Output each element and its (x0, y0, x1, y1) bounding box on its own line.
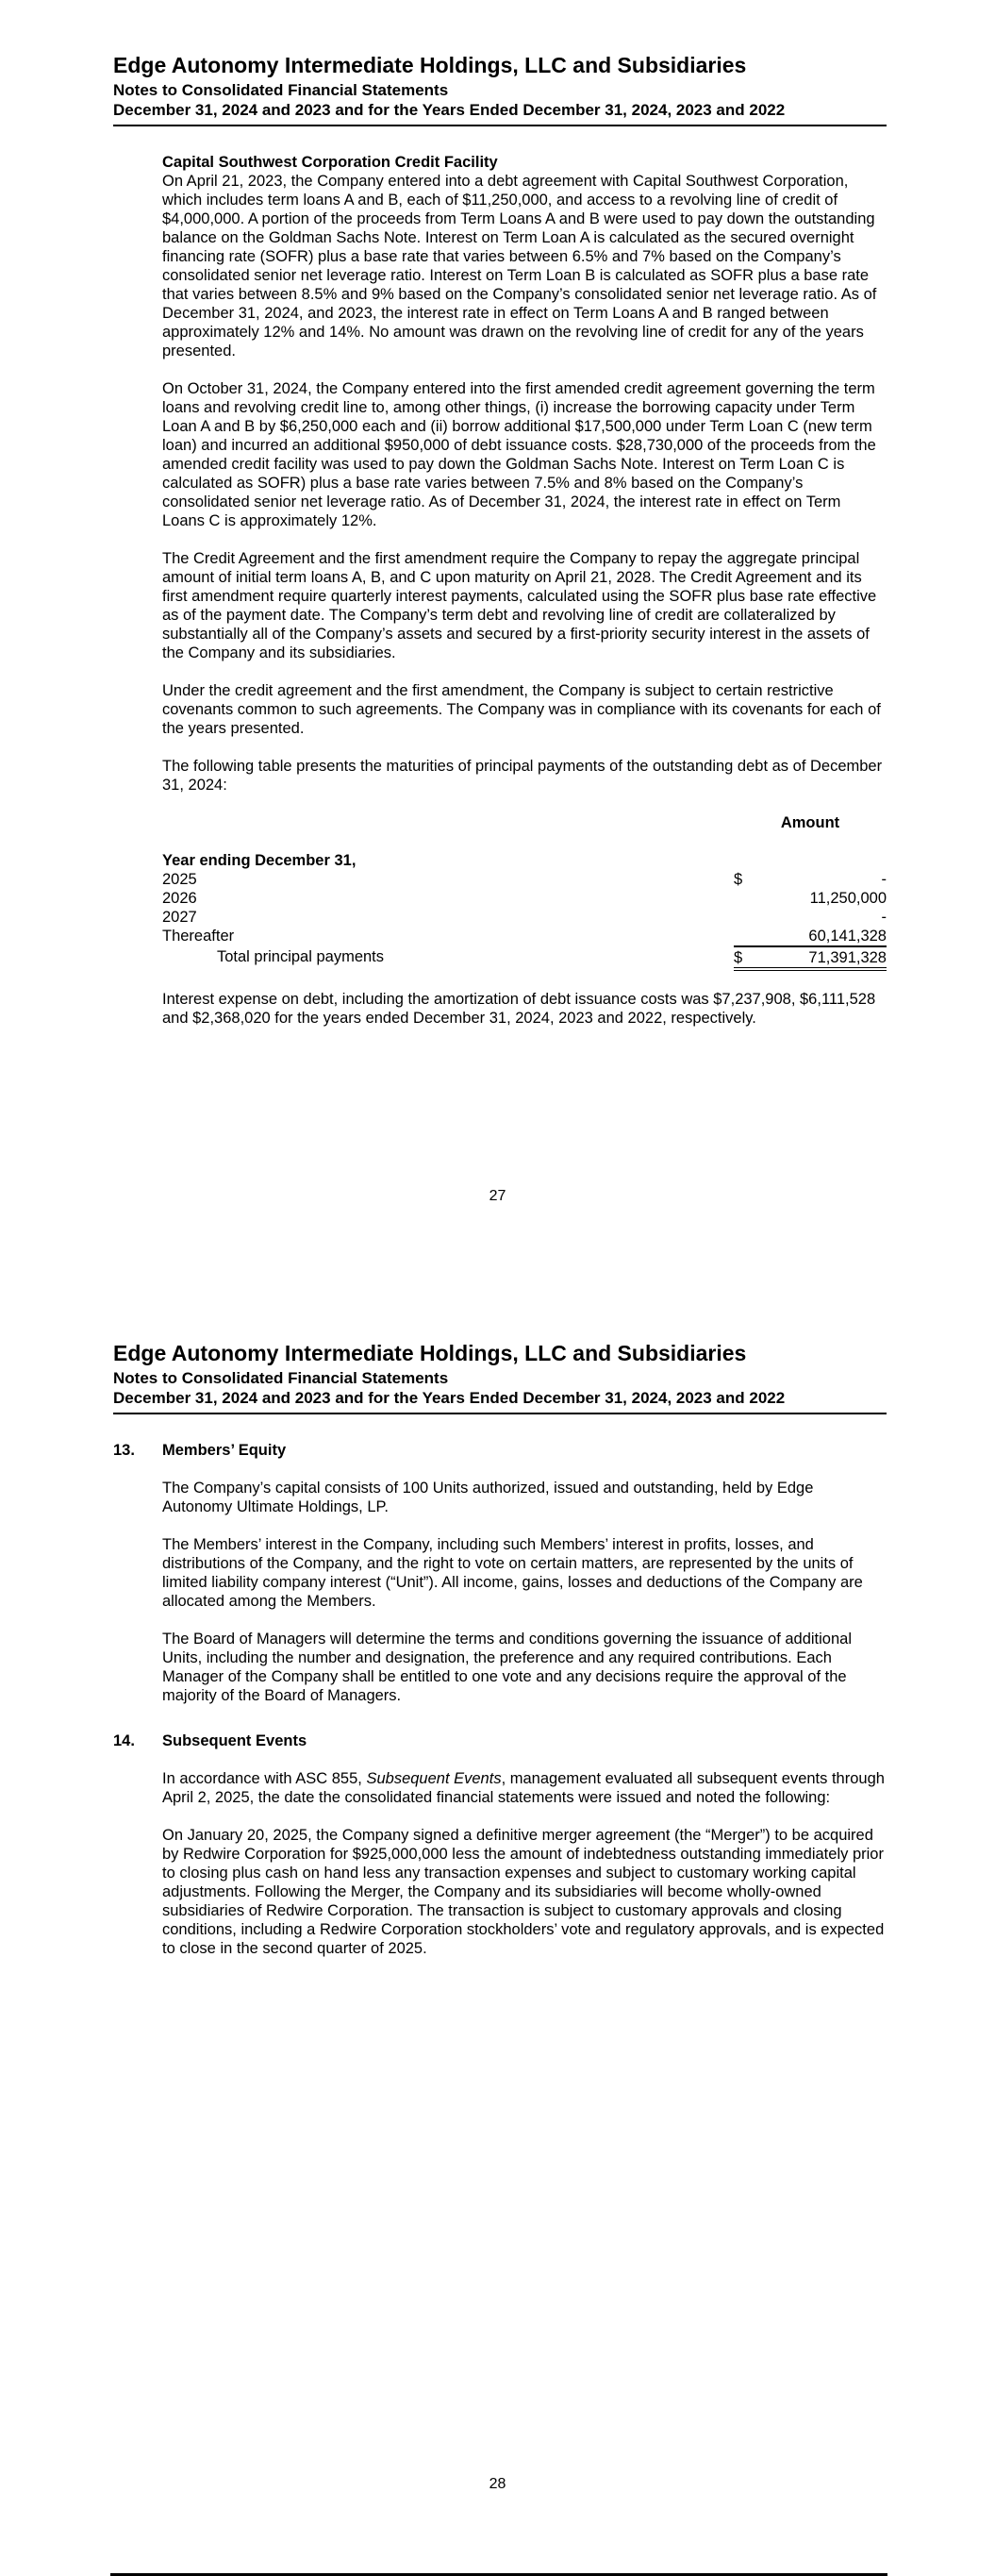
section-heading-credit-facility: Capital Southwest Corporation Credit Facility (162, 154, 498, 171)
italic-term: Subsequent Events (366, 1770, 502, 1787)
currency-cell (734, 889, 766, 908)
currency-cell: $ (734, 871, 743, 888)
row-label: 2026 (162, 890, 197, 907)
maturities-table (162, 813, 887, 971)
table-row (162, 870, 887, 889)
paragraph-text: , management evaluated all subsequent events through April 2, 2025, the date the consolidated financial statements were issued and noted the following: (162, 1770, 885, 1806)
company-title: Edge Autonomy Intermediate Holdings, LLC and Subsidiaries (113, 1341, 747, 1365)
company-title: Edge Autonomy Intermediate Holdings, LLC and Subsidiaries (113, 53, 747, 77)
currency-cell (734, 908, 766, 927)
row-label: 2025 (162, 871, 197, 888)
section-body (162, 1479, 887, 1705)
row-label: Thereafter (162, 928, 235, 945)
table-row (162, 927, 887, 947)
doc-subtitle: Notes to Consolidated Financial Statements (113, 1369, 449, 1387)
header-rule (113, 125, 887, 126)
table-group-row (162, 851, 887, 870)
paragraph: The Members’ interest in the Company, including such Members’ interest in profits, losses, and distributions of the Company, and the right to vote on certain matters, are represented by the units of limited liability company interest (“Unit”). All income, gains, losses and deductions of the Company are allocated among the Members. (162, 1536, 863, 1610)
section-content (162, 1441, 887, 1724)
doc-subtitle: Notes to Consolidated Financial Statements (113, 81, 449, 99)
currency-cell (734, 927, 766, 947)
section-content (162, 1731, 887, 1977)
paragraph: Under the credit agreement and the first amendment, the Company is subject to certain restrictive covenants common to such agreements. The Company was in compliance with its covenants for each of the years presented. (162, 682, 881, 737)
paragraph (162, 1769, 887, 1807)
section-title: Subsequent Events (162, 1732, 307, 1749)
table-row (162, 908, 887, 927)
group-label: Year ending December 31, (162, 852, 357, 869)
page-number: 28 (489, 2476, 506, 2492)
paragraph: The following table presents the maturities of principal payments of the outstanding debt as of December 31, 2024: (162, 758, 883, 794)
page-header (113, 1340, 887, 1414)
table-header-spacer (162, 813, 734, 832)
currency-cell (734, 851, 766, 870)
page-number: 27 (489, 1188, 506, 1204)
paragraph-text: In accordance with ASC 855, (162, 1770, 367, 1787)
page-28 (0, 1288, 995, 2576)
doc-date-line: December 31, 2024 and 2023 and for the Years Ended December 31, 2024, 2023 and 2022 (113, 101, 786, 119)
table-total-row (162, 947, 887, 971)
paragraph: Interest expense on debt, including the amortization of debt issuance costs was $7,237,908, $6,111,528 and $2,368,020 for the years ended December 31, 2024, 2023 and 2022, respectively. (162, 991, 876, 1027)
paragraph: On October 31, 2024, the Company entered into the first amended credit agreement governing the term loans and revolving credit line to, among other things, (i) increase the borrowing capacity under Term Loan A and B by $6,250,000 each and (ii) borrow additional $17,500,000 under Term Loan C (new term loan) and incurred an additional $950,000 of debt issuance costs. $28,730,000 of the proceeds from the amended credit facility was used to pay down the Goldman Sachs Note. Interest on Term Loan C is calculated as SOFR) plus a base rate varies between 7.5% and 8% based on the Company’s consolidated senior net leverage ratio. As of December 31, 2024, the interest rate in effect on Term Loans C is approximately 12%. (162, 380, 876, 529)
paragraph: The Credit Agreement and the first amendment require the Company to repay the aggregate principal amount of initial term loans A, B, and C upon maturity on April 21, 2028. The Credit Agreement and its first amendment require quarterly interest payments, calculated using the SOFR plus base rate effective as of the payment date. The Company’s term debt and revolving line of credit are collateralized by substantially all of the Company’s assets and secured by a first-priority security interest in the assets of the Company and its subsidiaries. (162, 550, 877, 661)
value-cell: - (881, 871, 887, 888)
value-cell: 60,141,328 (766, 927, 887, 947)
value-cell: 11,250,000 (809, 890, 887, 907)
paragraph: On January 20, 2025, the Company signed a definitive merger agreement (the “Merger”) to be acquired by Redwire Corporation for $925,000,000 less the amount of indebtedness outstanding immediately prior to closing plus cash on hand less any transaction expenses and subject to customary working capital adjustments. Following the Merger, the Company and its subsidiaries will become wholly-owned subsidiaries of Redwire Corporation. The transaction is subject to customary approvals and closing conditions, including a Redwire Corporation stockholders’ vote and regulatory approvals, and is expected to close in the second quarter of 2025. (162, 1827, 885, 1957)
page-header (113, 52, 887, 126)
section-title: Members’ Equity (162, 1442, 287, 1459)
table-row (162, 889, 887, 908)
doc-date-line: December 31, 2024 and 2023 and for the Years Ended December 31, 2024, 2023 and 2022 (113, 1389, 786, 1407)
page-header-text (113, 52, 802, 120)
value-cell: - (881, 909, 887, 926)
section-members-equity (113, 1441, 887, 1724)
paragraph: The Company’s capital consists of 100 Units authorized, issued and outstanding, held by Edge Autonomy Ultimate Holdings, LP. (162, 1480, 814, 1515)
currency-cell: $ (734, 947, 766, 971)
section-subsequent-events (113, 1731, 887, 1977)
section-number: 13. (113, 1442, 135, 1459)
table-header-row (162, 813, 887, 832)
page-body (162, 153, 887, 1028)
paragraph: On April 21, 2023, the Company entered into a debt agreement with Capital Southwest Corporation, which includes term loans A and B, each of $11,250,000, and access to a revolving line of credit of $4,000,000. A portion of the proceeds from Term Loans A and B were used to pay down the outstanding balance on the Goldman Sachs Note. Interest on Term Loan A is calculated as the secured overnight financing rate (SOFR) plus a base rate that varies between 6.5% and 7% based on the Company’s consolidated senior net leverage ratio. Interest on Term Loan B is calculated as SOFR plus a base rate that varies between 8.5% and 9% based on the Company’s consolidated senior net leverage ratio. As of December 31, 2024, and 2023, the interest rate in effect on Term Loans A and B ranged between approximately 12% and 14%. No amount was drawn on the revolving line of credit for any of the years presented. (162, 173, 877, 360)
total-value: 71,391,328 (766, 947, 887, 971)
amount-column-header: Amount (780, 814, 840, 831)
row-label: 2027 (162, 909, 197, 926)
header-rule (113, 1413, 887, 1414)
value-cell (766, 851, 887, 870)
total-label: Total principal payments (217, 948, 385, 965)
page-header-text (113, 1340, 802, 1408)
paragraph: The Board of Managers will determine the terms and conditions governing the issuance of additional Units, including the number and designation, the preference and any required contributions. Each Manager of the Company shall be entitled to one vote and any decisions require the approval of the majority of the Board of Managers. (162, 1631, 853, 1704)
section-number: 14. (113, 1732, 135, 1749)
section-body (162, 1769, 887, 1958)
